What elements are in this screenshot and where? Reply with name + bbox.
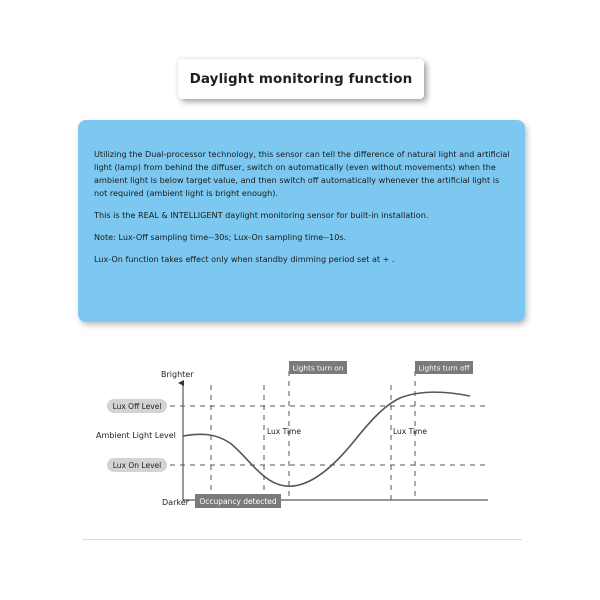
description-paragraph-2: This is the REAL & INTELLIGENT daylight monitoring sensor for built-in installation. bbox=[94, 210, 429, 220]
daylight-diagram bbox=[0, 355, 600, 515]
page-title: Daylight monitoring function bbox=[189, 71, 413, 87]
lights-turn-on-label: Lights turn on bbox=[292, 363, 344, 373]
lux-time-label-1: Lux Time bbox=[267, 427, 301, 436]
ambient-light-curve bbox=[183, 392, 470, 486]
description-paragraph-1: Utilizing the Dual-processor technology, this sensor can tell the difference of natural light and artificial light (lamp) from behind the diffuser, switch on automatically (even without movements) when the ambient light is below target value, and then switch off automatically whenever the artificial light is not required (ambient light is bright enough). bbox=[94, 149, 510, 198]
darker-label: Darker bbox=[162, 498, 189, 507]
description-paragraph-4: Lux-On function takes effect only when standby dimming period set at + . bbox=[94, 254, 395, 264]
lights-turn-off-label: Lights turn off bbox=[418, 363, 470, 373]
occupancy-detected-label: Occupancy detected bbox=[199, 497, 277, 506]
bottom-divider bbox=[82, 539, 522, 540]
title-box bbox=[178, 59, 424, 99]
brighter-label: Brighter bbox=[161, 370, 194, 379]
lux-time-label-2: Lux Time bbox=[393, 427, 427, 436]
lux-on-level-text: Lux On Level bbox=[112, 461, 162, 470]
ambient-light-label: Ambient Light Level bbox=[96, 431, 176, 440]
lux-off-level-text: Lux Off Level bbox=[112, 402, 162, 411]
info-card bbox=[78, 120, 525, 322]
description-paragraph-3: Note: Lux-Off sampling time--30s; Lux-On sampling time--10s. bbox=[94, 232, 347, 242]
